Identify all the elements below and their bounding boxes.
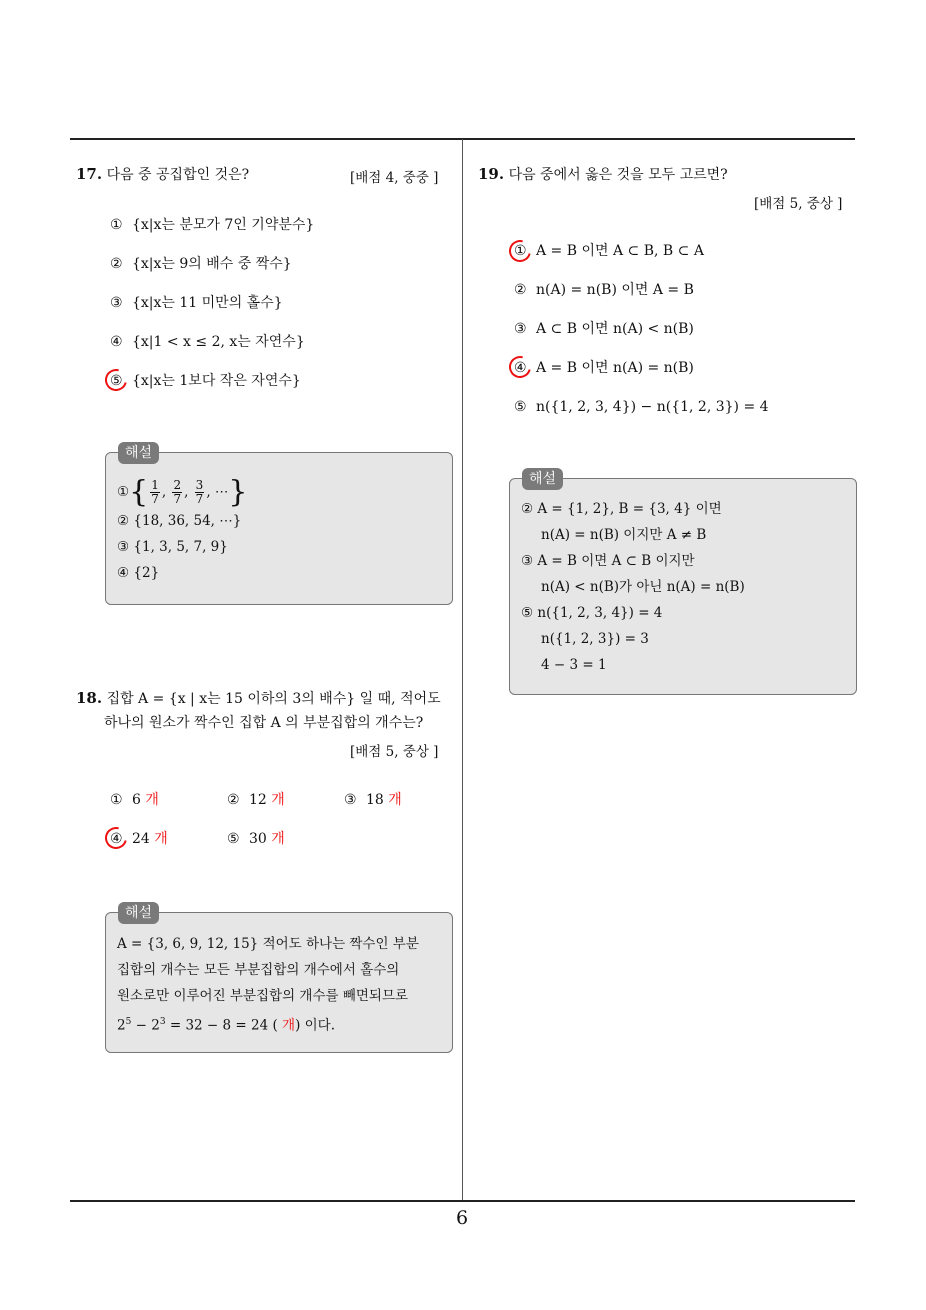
- fraction: $\frac{1}{7}$: [151, 478, 159, 506]
- q19-solution-line-2: n(A) = n(B) 이지만 A ≠ B: [541, 527, 707, 543]
- q18-stem-text-1: 집합 A = {x | x는 15 이하의 3의 배수} 일 때, 적어도: [106, 691, 441, 707]
- q19-solution-tag: 해설: [522, 468, 563, 490]
- q17-option-3[interactable]: ③ {x|x는 11 미만의 홀수}: [110, 295, 283, 311]
- q17-solution-line-3: ③ {1, 3, 5, 7, 9}: [117, 539, 228, 555]
- q17-option-4[interactable]: ④ {x|1 < x ≤ 2, x는 자연수}: [110, 334, 305, 350]
- q17-option-2[interactable]: ② {x|x는 9의 배수 중 짝수}: [110, 256, 292, 272]
- q19-option-5[interactable]: ⑤ n({1, 2, 3, 4}) − n({1, 2, 3}) = 4: [514, 399, 769, 415]
- bottom-rule: [70, 1200, 855, 1202]
- q17-solution-line-2: ② {18, 36, 54, ⋯}: [117, 513, 242, 529]
- q19-option-4[interactable]: ④ A = B 이면 n(A) = n(B): [514, 360, 694, 376]
- q19-solution-line-6: n({1, 2, 3}) = 3: [541, 631, 649, 647]
- q18-solution-line-2: 집합의 개수는 모든 부분집합의 개수에서 홀수의: [117, 962, 400, 978]
- q19-stem: [478, 162, 728, 187]
- q18-stem-line-2: 하나의 원소가 짝수인 집합 A 의 부분집합의 개수는?: [104, 715, 424, 731]
- q18-option-2[interactable]: ② 12 개: [227, 792, 285, 808]
- q19-solution-line-5: ⑤ n({1, 2, 3, 4}) = 4: [521, 605, 663, 621]
- q19-stem-text: 다음 중에서 옳은 것을 모두 고르면?: [508, 167, 728, 183]
- q18-option-3[interactable]: ③ 18 개: [344, 792, 402, 808]
- q19-solution-line-7: 4 − 3 = 1: [541, 657, 607, 673]
- q17-solution-tag: 해설: [118, 442, 159, 464]
- fraction: $\frac{3}{7}$: [195, 478, 204, 506]
- q17-solution-line-1: ①{ $\frac{1}{7}$ , $\frac{2}{7}$ , $\frac{3}{7}$ , ⋯}: [117, 474, 248, 510]
- column-divider: [462, 139, 463, 1201]
- q17-stem: [76, 162, 249, 187]
- q19-number: 19.: [478, 165, 505, 183]
- q18-option-4[interactable]: ④ 24 개: [110, 831, 168, 847]
- q18-option-1[interactable]: ① 6 개: [110, 792, 159, 808]
- q18-number: 18.: [76, 689, 103, 707]
- q18-solution-line-4: $2^5 - 2^3 = 32 - 8 = 24$ ( 개) 이다.: [117, 1017, 336, 1034]
- q19-score: [배점 5, 중상 ]: [754, 196, 843, 212]
- q17-solution-line-4: ④ {2}: [117, 565, 160, 581]
- q19-option-2[interactable]: ② n(A) = n(B) 이면 A = B: [514, 282, 694, 298]
- q18-solution-line-3: 원소로만 이루어진 부분집합의 개수를 빼면되므로: [117, 988, 409, 1004]
- q18-stem-line-1: [76, 686, 441, 711]
- q17-option-1[interactable]: ① {x|x는 분모가 7인 기약분수}: [110, 217, 315, 233]
- q19-option-3[interactable]: ③ A ⊂ B 이면 n(A) < n(B): [514, 321, 694, 337]
- q17-stem-text: 다음 중 공집합인 것은?: [106, 167, 250, 183]
- q17-score: [배점 4, 중중 ]: [350, 170, 439, 186]
- q19-solution-line-4: n(A) < n(B)가 아닌 n(A) = n(B): [541, 579, 745, 595]
- q18-solution-line-1: A = {3, 6, 9, 12, 15} 적어도 하나는 짝수인 부분: [117, 936, 419, 952]
- q19-option-1[interactable]: ① A = B 이면 A ⊂ B, B ⊂ A: [514, 243, 704, 259]
- page-number: 6: [456, 1207, 469, 1229]
- q18-option-5[interactable]: ⑤ 30 개: [227, 831, 285, 847]
- q19-solution-line-1: ② A = {1, 2}, B = {3, 4} 이면: [521, 501, 722, 517]
- q17-option-5[interactable]: ⑤ {x|x는 1보다 작은 자연수}: [110, 373, 301, 389]
- q17-number: 17.: [76, 165, 103, 183]
- q18-solution-tag: 해설: [118, 902, 159, 924]
- q18-score: [배점 5, 중상 ]: [350, 744, 439, 760]
- q19-solution-line-3: ③ A = B 이면 A ⊂ B 이지만: [521, 553, 695, 569]
- fraction: $\frac{2}{7}$: [173, 478, 182, 506]
